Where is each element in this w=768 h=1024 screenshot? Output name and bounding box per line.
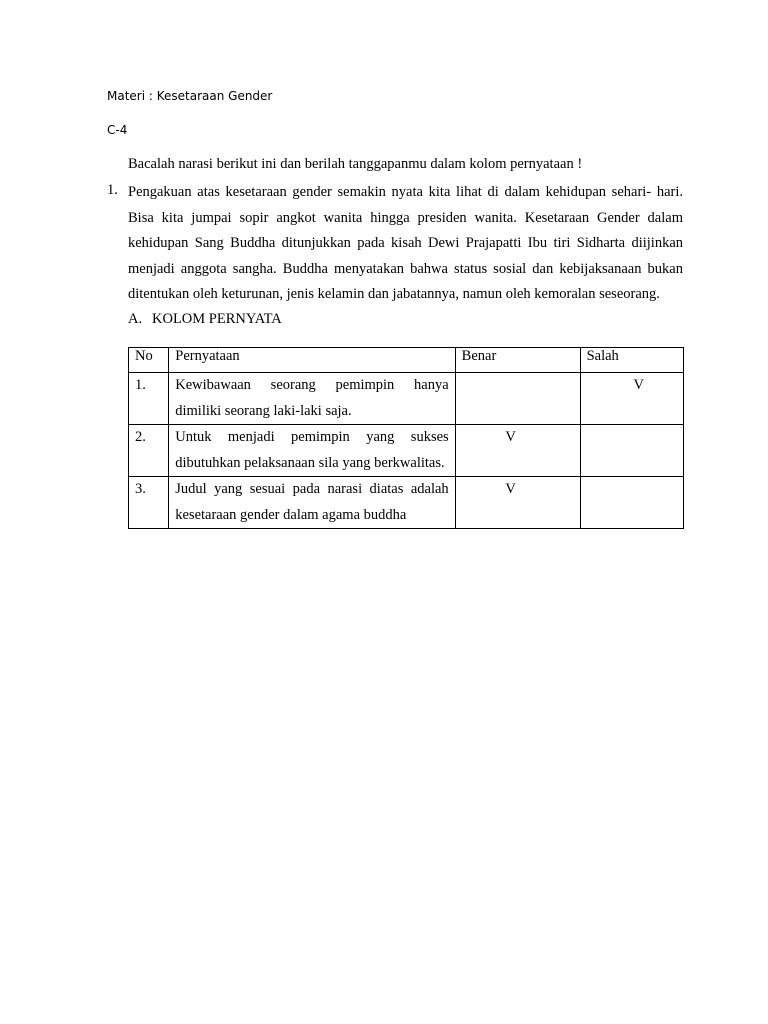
- header-false: Salah: [580, 348, 683, 373]
- header-statement: Pernyataan: [169, 348, 455, 373]
- table-row: [129, 373, 684, 425]
- row-number: 3.: [129, 477, 169, 529]
- narrative-paragraph: Pengakuan atas kesetaraan gender semakin nyata kita lihat di dalam kehidupan sehari- hari. Bisa kita jumpai sopir angkot wanita hingga presiden wanita. Kesetaraan Gender dalam kehidupan Sang Buddha ditunjukkan pada kisah Dewi Prajapatti Ibu tiri Sidharta diijinkan menjadi anggota sangha. Buddha menyatakan bahwa status sosial dan kebijaksanaan bukan ditentukan oleh keturunan, jenis kelamin dan jabatannya, namun oleh kemoralan seseorang.: [128, 184, 683, 303]
- table-row: [129, 477, 684, 529]
- table-header-row: [129, 348, 684, 373]
- row-true-mark[interactable]: V: [455, 425, 580, 477]
- header-no: No: [129, 348, 169, 373]
- instruction-text: Bacalah narasi berikut ini dan berilah tanggapanmu dalam kolom pernyataan !: [128, 156, 583, 172]
- row-false-mark[interactable]: [580, 425, 683, 477]
- row-true-mark[interactable]: [455, 373, 580, 425]
- worksheet-code: C-4: [107, 123, 128, 137]
- subject-title: Materi : Kesetaraan Gender: [107, 89, 273, 103]
- item-number: 1.: [107, 182, 118, 198]
- section-title: KOLOM PERNYATA: [152, 311, 282, 327]
- row-number: 2.: [129, 425, 169, 477]
- row-number: 1.: [129, 373, 169, 425]
- row-statement: Kewibawaan seorang pemimpin hanya dimiliki seorang laki-laki saja.: [169, 373, 455, 425]
- section-marker: A.: [128, 311, 143, 327]
- table-row: [129, 425, 684, 477]
- row-true-mark[interactable]: V: [455, 477, 580, 529]
- row-statement: Untuk menjadi pemimpin yang sukses dibutuhkan pelaksanaan sila yang berkwalitas.: [169, 425, 455, 477]
- row-false-mark[interactable]: V: [580, 373, 683, 425]
- header-true: Benar: [455, 348, 580, 373]
- statement-table: [128, 347, 684, 529]
- row-false-mark[interactable]: [580, 477, 683, 529]
- row-statement: Judul yang sesuai pada narasi diatas adalah kesetaraan gender dalam agama buddha: [169, 477, 455, 529]
